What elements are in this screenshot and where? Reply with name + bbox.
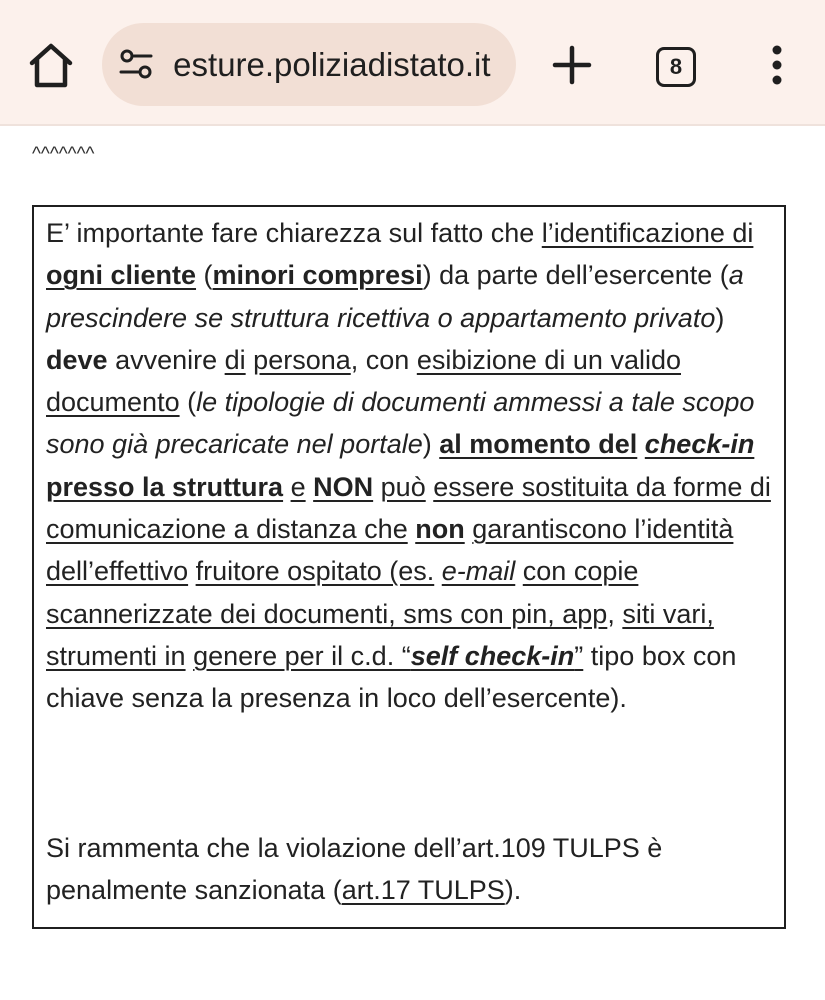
address-bar[interactable] xyxy=(102,23,516,106)
plus-icon xyxy=(550,40,594,90)
tulps-link[interactable]: art.17 TULPS xyxy=(341,875,505,906)
emphasis-text: ogni cliente xyxy=(46,260,197,291)
browser-toolbar xyxy=(0,0,825,126)
emphasis-text: presso la struttura xyxy=(46,471,284,502)
tab-count: 8 xyxy=(656,47,696,87)
text: ). xyxy=(504,875,522,906)
text: ( xyxy=(187,387,197,418)
text: avvenire xyxy=(115,344,218,375)
more-vert-icon xyxy=(762,40,792,90)
underlined-text: fruitore ospitato (es. xyxy=(195,556,435,587)
home-button[interactable] xyxy=(26,40,76,90)
text: ( xyxy=(203,260,213,291)
menu-button[interactable] xyxy=(762,40,792,90)
emphasis-text: al momento del xyxy=(439,429,638,460)
text: , con xyxy=(350,344,410,375)
notice-paragraph-2 xyxy=(46,827,781,912)
text: tipo box con chiave senza la presenza in loco dell’esercente). xyxy=(46,640,737,714)
underlined-text: con copie scannerizzate dei documenti, sms con pin, app xyxy=(46,556,639,629)
underlined-text: siti vari, strumenti in xyxy=(46,598,714,671)
caret-separator: ^^^^^^^ xyxy=(32,144,95,165)
underlined-text: persona xyxy=(253,344,351,375)
text: ) xyxy=(715,302,725,333)
notice-box xyxy=(32,205,786,929)
underlined-text: e xyxy=(290,471,306,502)
underlined-text: può xyxy=(380,471,426,502)
emphasis-text: self check-in xyxy=(410,640,575,671)
text: Si rammenta che la violazione dell’art.109 TULPS è penalmente sanzionata ( xyxy=(46,833,663,906)
url-text[interactable]: esture.poliziadistato.it xyxy=(164,46,491,83)
underlined-text: l’identificazione di xyxy=(541,218,754,248)
emphasis-text: non xyxy=(415,514,465,545)
italic-text: le tipologie di documenti ammessi a tale scopo sono già precaricate nel portale xyxy=(46,387,755,460)
italic-text: e-mail xyxy=(441,556,516,587)
underlined-text: genere per il c.d. “ xyxy=(193,640,411,671)
emphasis-text: deve xyxy=(46,344,108,375)
emphasis-text: minori compresi xyxy=(212,260,423,291)
underlined-text: di xyxy=(224,344,246,375)
text: , xyxy=(607,598,615,629)
text: E’ importante fare chiarezza sul fatto che xyxy=(46,218,535,248)
text: ) da parte dell’esercente ( xyxy=(422,260,729,291)
emphasis-text: NON xyxy=(313,471,374,502)
tab-switcher-button[interactable] xyxy=(656,47,696,87)
site-info-button[interactable] xyxy=(118,47,154,83)
underlined-text: esibizione di un valido documento xyxy=(46,344,681,418)
emphasis-text: check-in xyxy=(644,429,755,460)
new-tab-button[interactable] xyxy=(550,40,594,90)
underlined-text: garantiscono l’identità dell’effettivo xyxy=(46,514,734,587)
notice-paragraph-1 xyxy=(46,212,781,720)
underlined-text: ” xyxy=(574,640,584,671)
underlined-text: essere sostituita da forme di comunicazione a distanza che xyxy=(46,471,771,545)
tune-icon xyxy=(118,47,154,83)
text: ) xyxy=(422,429,432,460)
italic-text: a prescindere se struttura ricettiva o appartamento privato xyxy=(46,260,744,333)
home-icon xyxy=(26,40,76,90)
